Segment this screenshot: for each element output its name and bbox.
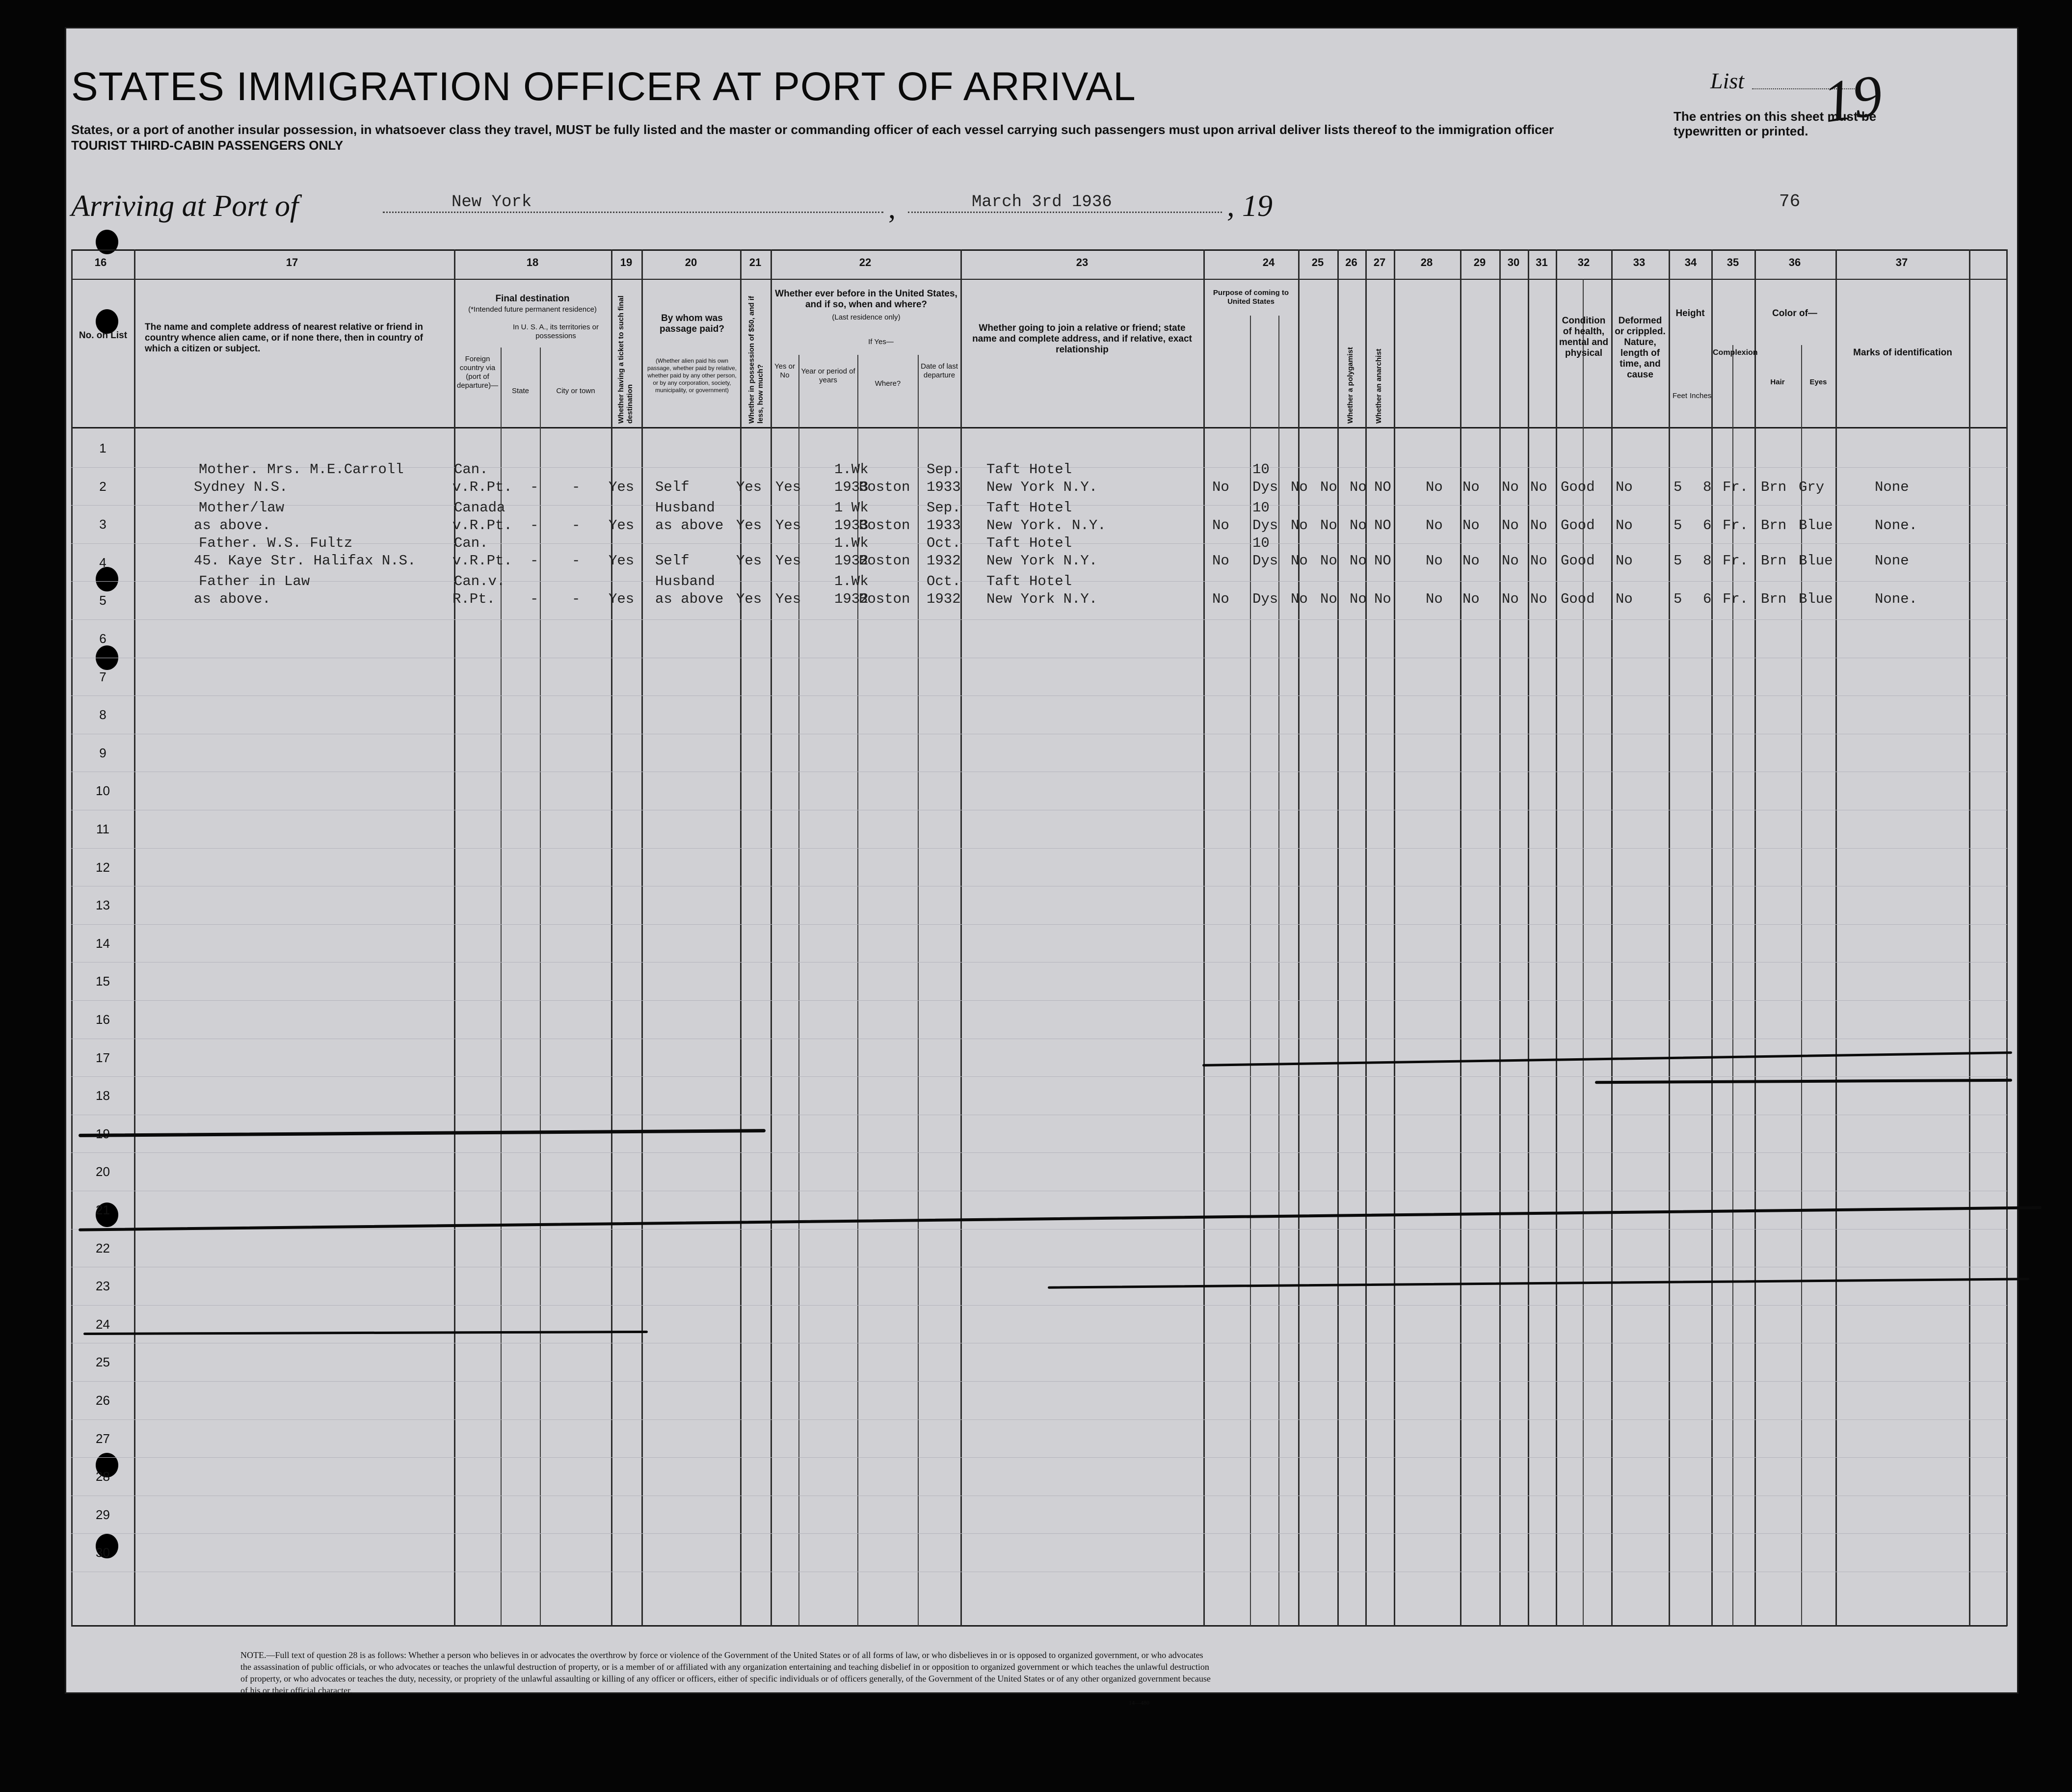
row-2-purpose-b-line2: Dys xyxy=(1252,517,1278,534)
row-4-where: Boston xyxy=(859,591,910,607)
row-3-purpose-c: No xyxy=(1291,553,1308,569)
row-3-state: - xyxy=(530,553,539,569)
subtitle-line: States, or a port of another insular possession, in whatsoever class they travel, MUST be fully listed and the master or commanding officer of each vessel carrying such passengers must upon arrival deliver lists thereof to the immigration officer xyxy=(71,122,1554,137)
header-polygamist: Whether a polygamist xyxy=(1346,347,1355,424)
row-2-possession-50: Yes xyxy=(736,517,762,534)
row-number: 7 xyxy=(99,669,106,684)
header-where: Where? xyxy=(875,379,901,388)
row-1-height-feet: 5 xyxy=(1674,479,1682,495)
row-4-joining-address: New York N.Y. xyxy=(986,591,1098,607)
subcol-line xyxy=(918,355,919,1626)
header-ticket: Whether having a ticket to such final destination xyxy=(617,295,634,424)
header-anarchist: Whether an anarchist xyxy=(1375,348,1383,424)
row-2-height-inches: 6 xyxy=(1703,517,1712,534)
row-number: 14 xyxy=(96,936,110,951)
row-2-passage-paid-by: Husband xyxy=(655,500,715,516)
row-2-col-29: No xyxy=(1462,517,1480,534)
row-2-date-last-departure-year: 1933 xyxy=(927,517,961,534)
row-1-col-31: No xyxy=(1530,479,1547,495)
row-4-deformed: No xyxy=(1616,591,1633,607)
row-3-height-feet: 5 xyxy=(1674,553,1682,569)
row-1-joining: Taft Hotel xyxy=(986,461,1072,478)
row-1-purpose-a: No xyxy=(1212,479,1229,495)
row-3-col-29: No xyxy=(1462,553,1480,569)
row-number: 17 xyxy=(96,1050,110,1065)
header-passage-paid-note: (Whether alien paid his own passage, whether paid by relative, whether paid by any other person, or by any corporation, society, municipality, or government) xyxy=(647,357,737,394)
row-rule xyxy=(71,848,2007,849)
header-complexion: Complexion xyxy=(1713,348,1758,357)
row-2-purpose-c: No xyxy=(1291,517,1308,534)
row-number: 4 xyxy=(99,555,106,570)
column-number: 30 xyxy=(1507,256,1520,268)
row-rule xyxy=(71,1000,2007,1001)
row-2-ever-before: Yes xyxy=(775,517,801,534)
row-4-port-of-departure: R.Pt. xyxy=(452,591,496,607)
column-number: 33 xyxy=(1633,256,1646,268)
header-in-usa: In U. S. A., its territories or possessions xyxy=(512,323,599,340)
row-3-purpose-a: No xyxy=(1212,553,1229,569)
header-if-yes: If Yes— xyxy=(868,338,894,346)
row-number: 8 xyxy=(99,707,106,722)
row-3-col-26: No xyxy=(1350,553,1367,569)
header-possession-50: Whether in possession of $50, and if less, how much? xyxy=(747,295,765,424)
subtitle-class: TOURIST THIRD-CABIN PASSENGERS ONLY xyxy=(71,138,344,153)
header-joining: Whether going to join a relative or friend; state name and complete address, and if relative, exact relationship xyxy=(972,323,1192,355)
header-nearest-relative: The name and complete address of nearest relative or friend in country whence alien came, or if none there, then in country of which a citizen or subject. xyxy=(145,322,424,354)
row-4-passage-paid-by: Husband xyxy=(655,573,715,589)
row-2-date-last-departure: Sep. xyxy=(927,500,961,516)
row-4-col-30: No xyxy=(1502,591,1519,607)
column-number: 29 xyxy=(1473,256,1486,268)
row-1-hair: Brn xyxy=(1761,479,1787,495)
row-number: 30 xyxy=(96,1545,110,1560)
row-3-hair: Brn xyxy=(1761,553,1787,569)
header-bottom-rule xyxy=(71,427,2007,428)
column-number: 20 xyxy=(685,256,697,268)
row-2-relative-name: Mother/law xyxy=(199,500,285,516)
header-eyes: Eyes xyxy=(1809,378,1827,386)
header-marks: Marks of identification xyxy=(1853,348,1952,358)
column-number: 19 xyxy=(620,256,633,268)
row-4-height-inches: 6 xyxy=(1703,591,1712,607)
row-1-col-26: No xyxy=(1350,479,1367,495)
row-4-health: Good xyxy=(1561,591,1595,607)
row-4-ever-before: Yes xyxy=(775,591,801,607)
row-2-city: - xyxy=(572,517,581,534)
row-number: 25 xyxy=(96,1355,110,1370)
row-number: 5 xyxy=(99,593,106,608)
row-2-col-30: No xyxy=(1502,517,1519,534)
row-1-date-last-departure-year: 1933 xyxy=(927,479,961,495)
row-3-col-31: No xyxy=(1530,553,1547,569)
row-rule xyxy=(71,1076,2007,1077)
header-purpose: Purpose of coming to United States xyxy=(1213,289,1289,306)
header-ever-before: Whether ever before in the United States, and if so, when and where? xyxy=(775,289,957,310)
row-2-hair: Brn xyxy=(1761,517,1787,534)
row-3-ever-before: Yes xyxy=(775,553,801,569)
subcol-line xyxy=(1278,316,1279,1626)
row-1-ever-before: Yes xyxy=(775,479,801,495)
row-2-col-31: No xyxy=(1530,517,1547,534)
row-3-passage-paid-by-line2: Self xyxy=(655,553,690,569)
row-4-col-27: No xyxy=(1374,591,1391,607)
row-1-col-28: No xyxy=(1426,479,1443,495)
row-number: 1 xyxy=(99,441,106,455)
row-number: 15 xyxy=(96,974,110,989)
row-4-col-29: No xyxy=(1462,591,1480,607)
row-3-marks: None xyxy=(1875,553,1909,569)
row-number: 12 xyxy=(96,859,110,875)
row-2-col-26: No xyxy=(1350,517,1367,534)
row-3-joining-address: New York N.Y. xyxy=(986,553,1098,569)
port-value: New York xyxy=(383,193,883,213)
row-3-joining: Taft Hotel xyxy=(986,535,1072,551)
column-number: 36 xyxy=(1788,256,1801,268)
row-1-purpose-c: No xyxy=(1291,479,1308,495)
header-deformed: Deformed or crippled. Nature, length of time, and cause xyxy=(1615,316,1666,380)
column-number: 23 xyxy=(1076,256,1089,268)
row-2-col-28: No xyxy=(1426,517,1443,534)
row-3-height-inches: 8 xyxy=(1703,553,1712,569)
row-4-year-period-line2: 1932 xyxy=(834,591,869,607)
row-1-col-30: No xyxy=(1502,479,1519,495)
subcol-line xyxy=(1801,345,1802,1626)
header-feet: Feet xyxy=(1672,392,1687,400)
row-number: 20 xyxy=(96,1164,110,1179)
row-2-relative-address: as above. xyxy=(194,517,271,534)
row-number: 3 xyxy=(99,517,106,532)
subcol-line xyxy=(540,348,541,1626)
row-number: 29 xyxy=(96,1507,110,1522)
header-passage-paid: By whom was passage paid? xyxy=(660,313,724,334)
page-subtitle xyxy=(71,122,1666,153)
column-number: 28 xyxy=(1420,256,1433,268)
row-rule xyxy=(71,1457,2007,1458)
subcol-line xyxy=(1732,345,1733,1626)
form-code: 14—480 xyxy=(1129,1699,1149,1706)
row-rule xyxy=(71,1152,2007,1153)
row-number: 10 xyxy=(96,783,110,799)
row-1-purpose-b: 10 xyxy=(1252,461,1270,478)
row-4-purpose-c: No xyxy=(1291,591,1308,607)
row-1-port-of-departure: v.R.Pt. xyxy=(452,479,512,495)
row-2-col-25: No xyxy=(1320,517,1337,534)
row-2-where: Boston xyxy=(859,517,910,534)
column-number: 24 xyxy=(1262,256,1275,268)
column-number: 22 xyxy=(859,256,872,268)
row-rule xyxy=(71,924,2007,925)
row-4-eyes: Blue xyxy=(1799,591,1833,607)
year-label: , 19 xyxy=(1227,189,1273,223)
row-4-year-period: 1.Wk xyxy=(834,573,869,589)
header-foreign-country: Foreign country via (port of departure)— xyxy=(456,355,499,390)
row-4-passage-paid-by-line2: as above xyxy=(655,591,724,607)
column-number: 31 xyxy=(1536,256,1548,268)
row-1-year-period: 1.Wk xyxy=(834,461,869,478)
subcol-line xyxy=(1250,316,1251,1626)
row-2-deformed: No xyxy=(1616,517,1633,534)
row-4-col-25: No xyxy=(1320,591,1337,607)
header-color-of: Color of— xyxy=(1772,308,1817,319)
header-hair: Hair xyxy=(1770,378,1785,386)
row-1-ticket: Yes xyxy=(609,479,635,495)
row-number: 9 xyxy=(99,745,106,760)
row-2-state: - xyxy=(530,517,539,534)
column-number: 21 xyxy=(749,256,762,268)
row-2-height-feet: 5 xyxy=(1674,517,1682,534)
row-4-hair: Brn xyxy=(1761,591,1787,607)
header-inches: Inches xyxy=(1690,392,1712,400)
header-final-destination: Final destination xyxy=(495,294,570,304)
row-2-eyes: Blue xyxy=(1799,517,1833,534)
header-no-on-list: No. on List xyxy=(79,330,128,341)
row-4-purpose-b-line2: Dys xyxy=(1252,591,1278,607)
row-4-possession-50: Yes xyxy=(736,591,762,607)
row-1-joining-address: New York N.Y. xyxy=(986,479,1098,495)
row-3-date-last-departure-year: 1932 xyxy=(927,553,961,569)
row-4-city: - xyxy=(572,591,581,607)
row-rule xyxy=(71,695,2007,696)
row-3-relative-name: Father. W.S. Fultz xyxy=(199,535,353,551)
row-1-col-25: No xyxy=(1320,479,1337,495)
row-number: 16 xyxy=(96,1012,110,1027)
row-3-purpose-b-line2: Dys xyxy=(1252,553,1278,569)
row-4-ticket: Yes xyxy=(609,591,635,607)
row-1-height-inches: 8 xyxy=(1703,479,1712,495)
column-number-rule xyxy=(71,279,2007,280)
column-number: 32 xyxy=(1577,256,1590,268)
row-1-marks: None xyxy=(1875,479,1909,495)
row-4-purpose-a: No xyxy=(1212,591,1229,607)
row-4-marks: None. xyxy=(1875,591,1918,607)
row-1-state: - xyxy=(530,479,539,495)
header-final-destination-note: (*Intended future permanent residence) xyxy=(468,305,597,314)
header-height: Height xyxy=(1675,308,1705,319)
row-3-eyes: Blue xyxy=(1799,553,1833,569)
row-2-purpose-a: No xyxy=(1212,517,1229,534)
list-label: List xyxy=(1710,68,1745,93)
row-number: 24 xyxy=(96,1316,110,1332)
row-4-complexion: Fr. xyxy=(1723,591,1749,607)
table-top-rule xyxy=(71,249,2007,251)
row-2-joining-address: New York. N.Y. xyxy=(986,517,1106,534)
column-number: 17 xyxy=(286,256,298,268)
row-1-relative-address: Sydney N.S. xyxy=(194,479,288,495)
row-2-health: Good xyxy=(1561,517,1595,534)
row-3-city: - xyxy=(572,553,581,569)
row-2-year-period-line2: 1933 xyxy=(834,517,869,534)
row-2-port-of-departure: v.R.Pt. xyxy=(452,517,512,534)
row-1-complexion: Fr. xyxy=(1723,479,1749,495)
row-3-relative-address: 45. Kaye Str. Halifax N.S. xyxy=(194,553,416,569)
row-number: 18 xyxy=(96,1088,110,1103)
row-1-col-27: NO xyxy=(1374,479,1391,495)
row-1-possession-50: Yes xyxy=(736,479,762,495)
row-4-date-last-departure: Oct. xyxy=(927,573,961,589)
header-date-last: Date of last departure xyxy=(921,362,958,379)
header-ever-before-note: (Last residence only) xyxy=(832,313,901,321)
row-4-relative-name: Father in Law xyxy=(199,573,310,589)
row-1-year-period-line2: 1933 xyxy=(834,479,869,495)
comma: , xyxy=(888,192,896,224)
arrival-date: March 3rd 1936 xyxy=(908,193,1222,213)
footer-note: NOTE.—Full text of question 28 is as follows: Whether a person who believes in or advocates the overthrow by force or violence of the Government of the United States or of all forms of law, or who disbelieves in or is opposed to organized government, or who advocates the assassination of public officials, or who advocates or teaches the unlawful destruction of property, or is a member of or affiliated with any organization entertaining and teaching disbelief in or opposition to organized government or which teaches the unlawful destruction of property, or who advocates or teaches the duty, necessity, or propriety of the unlawful assaulting or killing of any officer or officers, either of specific individuals or of officers generally, of the Government of the United States or of any other organized government because of his or their official character. xyxy=(240,1650,1211,1695)
column-number: 27 xyxy=(1373,256,1386,268)
row-4-height-feet: 5 xyxy=(1674,591,1682,607)
row-number: 11 xyxy=(96,822,109,836)
row-1-passage-paid-by-line2: Self xyxy=(655,479,690,495)
row-number: 22 xyxy=(96,1240,110,1256)
column-number: 18 xyxy=(526,256,539,268)
list-number: 19 xyxy=(1819,62,1886,135)
row-3-health: Good xyxy=(1561,553,1595,569)
row-number: 6 xyxy=(99,631,106,646)
row-2-ticket: Yes xyxy=(609,517,635,534)
row-1-col-29: No xyxy=(1462,479,1480,495)
row-3-foreign-country: Can. xyxy=(454,535,488,551)
row-2-complexion: Fr. xyxy=(1723,517,1749,534)
row-2-joining: Taft Hotel xyxy=(986,500,1072,516)
port-label: Arriving at Port of xyxy=(71,189,299,223)
row-rule xyxy=(71,619,2007,620)
row-rule xyxy=(71,1419,2007,1420)
row-3-ticket: Yes xyxy=(609,553,635,569)
header-condition: Condition of health, mental and physical xyxy=(1559,316,1609,358)
row-3-year-period: 1.Wk xyxy=(834,535,869,551)
row-1-purpose-b-line2: Dys xyxy=(1252,479,1278,495)
row-2-col-27: NO xyxy=(1374,517,1391,534)
row-1-deformed: No xyxy=(1616,479,1633,495)
row-4-foreign-country: Can.v. xyxy=(454,573,505,589)
row-1-foreign-country: Can. xyxy=(454,461,488,478)
row-1-eyes: Gry xyxy=(1799,479,1825,495)
row-1-relative-name: Mother. Mrs. M.E.Carroll xyxy=(199,461,404,478)
row-number: 23 xyxy=(96,1279,110,1294)
row-3-port-of-departure: v.R.Pt. xyxy=(452,553,512,569)
column-number: 34 xyxy=(1684,256,1697,268)
row-number: 28 xyxy=(96,1469,110,1484)
row-rule xyxy=(71,1229,2007,1230)
header-year-period: Year or period of years xyxy=(801,367,855,384)
subcol-line xyxy=(798,355,799,1626)
row-3-where: Boston xyxy=(859,553,910,569)
row-rule xyxy=(71,1305,2007,1306)
column-number: 37 xyxy=(1895,256,1908,268)
header-yes-no: Yes or No xyxy=(774,362,795,379)
row-4-relative-address: as above. xyxy=(194,591,271,607)
row-2-year-period: 1 Wk xyxy=(834,500,869,516)
row-1-where: Boston xyxy=(859,479,910,495)
row-1-city: - xyxy=(572,479,581,495)
row-4-col-26: No xyxy=(1350,591,1367,607)
row-4-col-31: No xyxy=(1530,591,1547,607)
row-2-purpose-b: 10 xyxy=(1252,500,1270,516)
row-2-marks: None. xyxy=(1875,517,1918,534)
row-4-date-last-departure-year: 1932 xyxy=(927,591,961,607)
row-1-date-last-departure: Sep. xyxy=(927,461,961,478)
row-number: 13 xyxy=(96,898,110,913)
row-2-foreign-country: Canada xyxy=(454,500,505,516)
row-3-col-25: No xyxy=(1320,553,1337,569)
row-3-year-period-line2: 1932 xyxy=(834,553,869,569)
row-3-complexion: Fr. xyxy=(1723,553,1749,569)
column-number: 25 xyxy=(1311,256,1324,268)
row-4-col-28: No xyxy=(1426,591,1443,607)
row-rule xyxy=(71,1533,2007,1534)
row-rule xyxy=(71,962,2007,963)
column-number: 35 xyxy=(1727,256,1739,268)
row-number: 27 xyxy=(96,1431,110,1446)
header-city: City or town xyxy=(556,387,595,395)
column-number: 16 xyxy=(94,256,107,268)
row-4-state: - xyxy=(530,591,539,607)
row-3-purpose-b: 10 xyxy=(1252,535,1270,551)
row-3-col-27: NO xyxy=(1374,553,1391,569)
row-3-col-28: No xyxy=(1426,553,1443,569)
header-state: State xyxy=(511,387,530,395)
entries-note: The entries on this sheet must be typewritten or printed. xyxy=(1674,109,1877,138)
subcol-line xyxy=(501,348,502,1626)
row-3-date-last-departure: Oct. xyxy=(927,535,961,551)
table-bottom-rule xyxy=(71,1625,2007,1627)
page-title: STATES IMMIGRATION OFFICER AT PORT OF ARRIVAL xyxy=(71,64,1136,109)
row-3-possession-50: Yes xyxy=(736,553,762,569)
row-1-health: Good xyxy=(1561,479,1595,495)
row-number: 26 xyxy=(96,1393,110,1408)
row-number: 21 xyxy=(96,1203,110,1217)
stamp-number: 76 xyxy=(1779,191,1801,212)
row-4-joining: Taft Hotel xyxy=(986,573,1072,589)
row-3-deformed: No xyxy=(1616,553,1633,569)
column-number: 26 xyxy=(1345,256,1357,268)
row-number: 2 xyxy=(99,479,106,494)
row-rule xyxy=(71,1381,2007,1382)
row-3-col-30: No xyxy=(1502,553,1519,569)
row-2-passage-paid-by-line2: as above xyxy=(655,517,724,534)
